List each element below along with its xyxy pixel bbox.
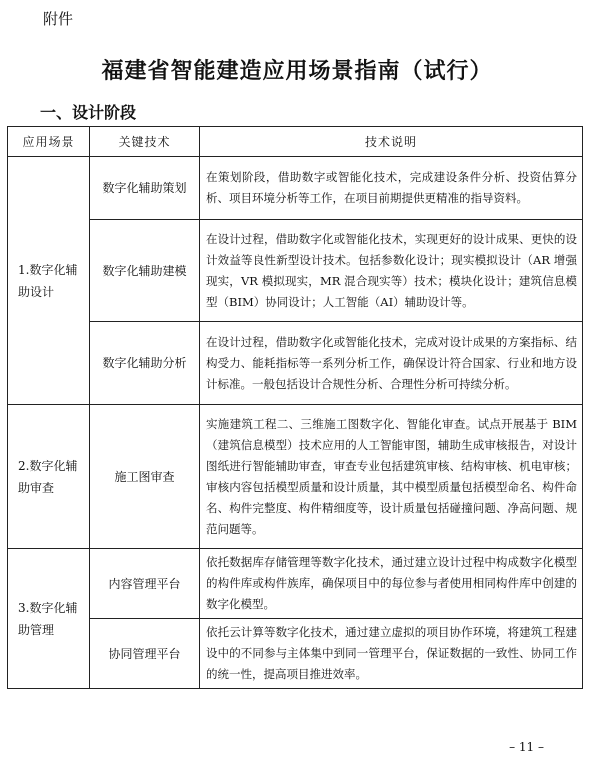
desc-cell: 在设计过程，借助数字化或智能化技术，实现更好的设计成果、更快的设计效益等良性新型设计技术。包括参数化设计；现实模拟设计（AR 增强现实，VR 模拟现实，MR 混合现实等）技术；模块化设计；建筑信息模型（BIM）协同设计；人工智能（AI）辅助设计等。: [200, 220, 583, 322]
desc-cell: 在策划阶段，借助数字或智能化技术，完成建设条件分析、投资估算分析、项目环境分析等工作，在项目前期提供更精准的指导资料。: [200, 157, 583, 220]
scene-cell: 2.数字化辅助审查: [8, 405, 90, 549]
header-scene: 应用场景: [8, 127, 90, 157]
scene-cell: 3.数字化辅助管理: [8, 549, 90, 689]
table-row: [8, 322, 583, 405]
desc-cell: 依托数据库存储管理等数字化技术，通过建立设计过程中构成数字化模型的构件库或构件族库，确保项目中的每位参与者使用相同构件库中创建的数字化模型。: [200, 549, 583, 619]
table-row: [8, 619, 583, 689]
table-row: [8, 405, 583, 549]
desc-cell: 实施建筑工程二、三维施工图数字化、智能化审查。试点开展基于 BIM（建筑信息模型）技术应用的人工智能审图，辅助生成审核报告，对设计图纸进行智能辅助审查，审查专业包括建筑审核、结构审核、机电审核；审核内容包括模型质量和设计质量，其中模型质量包括模型命名、构件命名、构件完整度、构件精细度等，设计质量包括碰撞问题、净高问题、规范问题等。: [200, 405, 583, 549]
tech-cell: 数字化辅助策划: [90, 157, 200, 220]
tech-cell: 数字化辅助建模: [90, 220, 200, 322]
tech-cell: 数字化辅助分析: [90, 322, 200, 405]
document-title: 福建省智能建造应用场景指南（试行）: [101, 58, 493, 84]
desc-cell: 依托云计算等数字化技术，通过建立虚拟的项目协作环境，将建筑工程建设中的不同参与主体集中到同一管理平台，保证数据的一致性、协同工作的统一性，提高项目推进效率。: [200, 619, 583, 689]
scene-cell: 1.数字化辅助设计: [8, 157, 90, 405]
scenario-table: [7, 126, 583, 689]
table-row: [8, 549, 583, 619]
page-number: – 11 –: [509, 740, 544, 754]
desc-cell: 在设计过程，借助数字化或智能化技术，完成对设计成果的方案指标、结构受力、能耗指标等一系列分析工作，确保设计符合国家、行业和地方设计标准。一般包括设计合规性分析、合理性分析可持续分析。: [200, 322, 583, 405]
header-desc: 技术说明: [200, 127, 583, 157]
tech-cell: 协同管理平台: [90, 619, 200, 689]
table-row: [8, 157, 583, 220]
table-row: [8, 220, 583, 322]
table-header-row: [8, 127, 583, 157]
section-heading: 一、设计阶段: [40, 103, 137, 122]
attachment-label: 附件: [43, 10, 74, 28]
tech-cell: 内容管理平台: [90, 549, 200, 619]
tech-cell: 施工图审查: [90, 405, 200, 549]
header-tech: 关键技术: [90, 127, 200, 157]
